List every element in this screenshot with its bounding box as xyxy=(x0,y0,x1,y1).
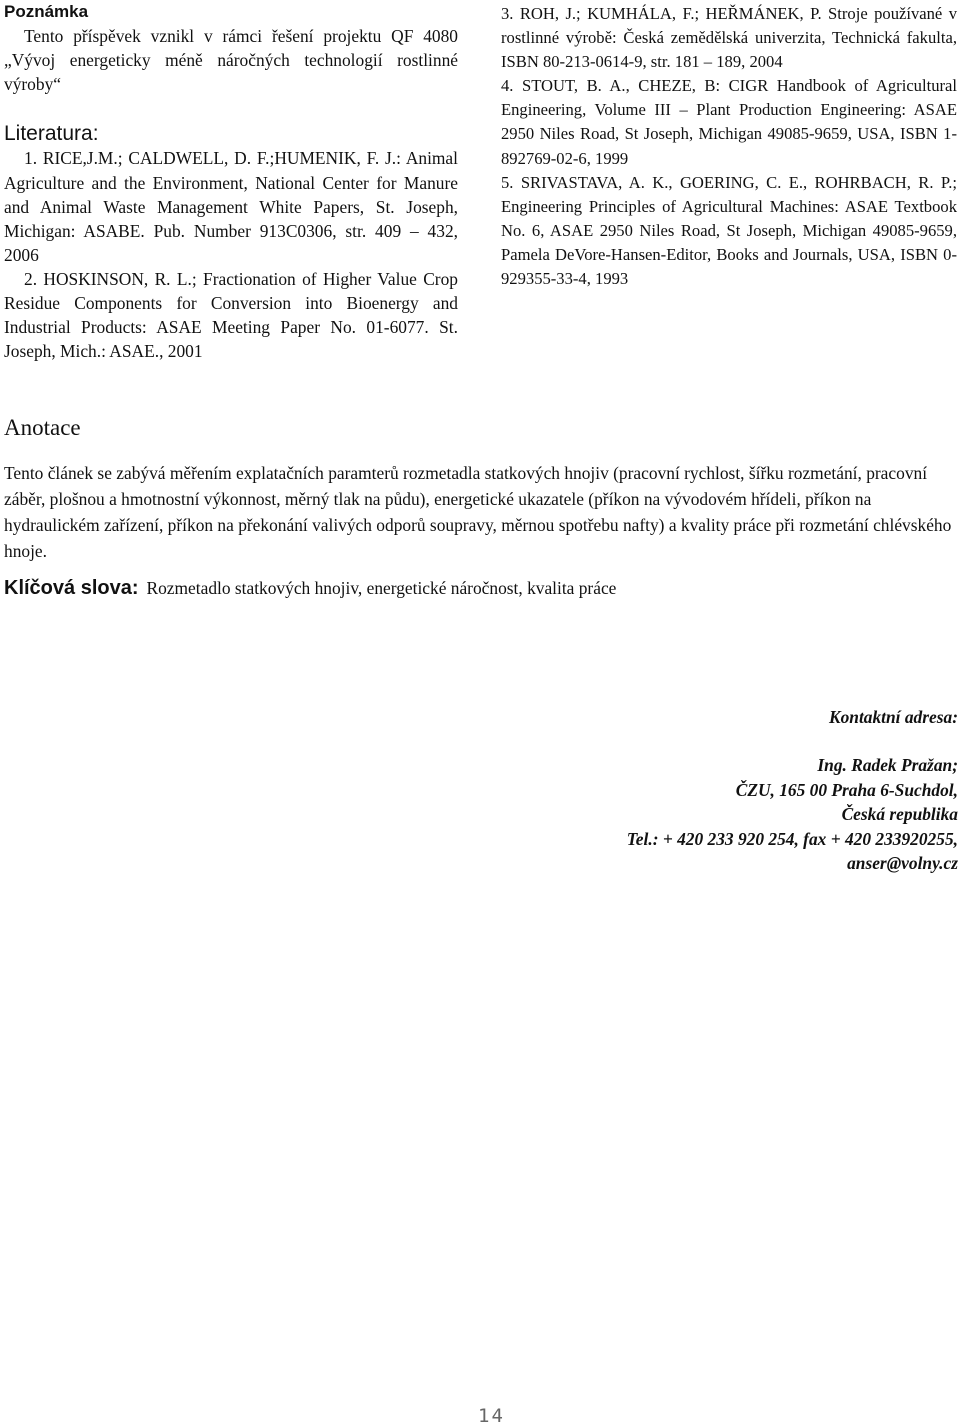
keywords-row xyxy=(4,577,956,600)
abstract-heading: Anotace xyxy=(4,415,81,440)
contact-phone: Tel.: + 420 233 920 254, fax + 420 233920255, xyxy=(626,828,958,849)
left-column xyxy=(4,0,458,363)
contact-country: Česká republika xyxy=(841,804,958,825)
note-heading: Poznámka xyxy=(4,2,89,21)
reference-2: 2. HOSKINSON, R. L.; Fractionation of Higher Value Crop Residue Components for Conversion into Bioenergy and Industrial Products: ASAE Meeting Paper No. 01-6077. St. Joseph, Mich.: ASAE., 2001 xyxy=(4,268,458,362)
contact-name: Ing. Radek Pražan; xyxy=(817,755,958,776)
contact-block xyxy=(358,705,958,875)
reference-3: 3. ROH, J.; KUMHÁLA, F.; HEŘMÁNEK, P. Stroje používané v rostlinné výrobě: Česká zemědělská univerzita, Technická fakulta, ISBN 80-213-0614-9, str. 181 – 189, 2004 xyxy=(501,4,957,72)
literature-heading: Literatura: xyxy=(4,122,99,146)
contact-address: ČZU, 165 00 Praha 6-Suchdol, xyxy=(735,779,958,800)
reference-5: 5. SRIVASTAVA, A. K., GOERING, C. E., ROHRBACH, R. P.; Engineering Principles of Agricultural Machines: ASAE Textbook No. 6, ASAE 2950 Niles Road, St Joseph, Michigan 49085-9659, Pamela DeVore-Hansen-Editor, Books and Journals, USA, ISBN 0-929355-33-4, 1993 xyxy=(501,172,957,289)
keywords-text: Rozmetadlo statkových hnojiv, energetické náročnost, kvalita práce xyxy=(146,578,617,598)
right-column xyxy=(501,2,957,291)
reference-4: 4. STOUT, B. A., CHEZE, B: CIGR Handbook of Agricultural Engineering, Volume III – Plant Production Engineering: ASAE 2950 Niles Road, St Joseph, Michigan 49085-9659, USA, ISBN 1-892769-02-6, 1999 xyxy=(501,76,957,168)
contact-heading: Kontaktní adresa: xyxy=(828,707,958,727)
note-text: Tento příspěvek vznikl v rámci řešení projektu QF 4080 „Vývoj energeticky méně náročných technologií rostlinné výroby“ xyxy=(4,26,458,95)
abstract-text: Tento článek se zabývá měřením explatačních paramterů rozmetadla statkových hnojiv (pracovní rychlost, šířku rozmetání, pracovní záběr, plošnou a hmotnostní výkonnost, měrný tlak na půdu), energetické ukazatele (příkon na vývodovém hřídeli, příkon na hydraulickém zařízení, příkon na překonání valivých odporů soupravy, měrnou spotřebu nafty) a kvality práce při rozmetání chlévského hnoje. xyxy=(4,463,952,561)
page-number: 14 xyxy=(478,1405,505,1427)
reference-1: 1. RICE,J.M.; CALDWELL, D. F.;HUMENIK, F. J.: Animal Agriculture and the Environment, National Center for Manure and Animal Waste Management White Papers, St. Joseph, Michigan: ASABE. Pub. Number 913C0306, str. 409 – 432, 2006 xyxy=(4,148,458,265)
keywords-label: Klíčová slova: xyxy=(4,577,139,599)
contact-email: anser@volny.cz xyxy=(847,853,958,874)
